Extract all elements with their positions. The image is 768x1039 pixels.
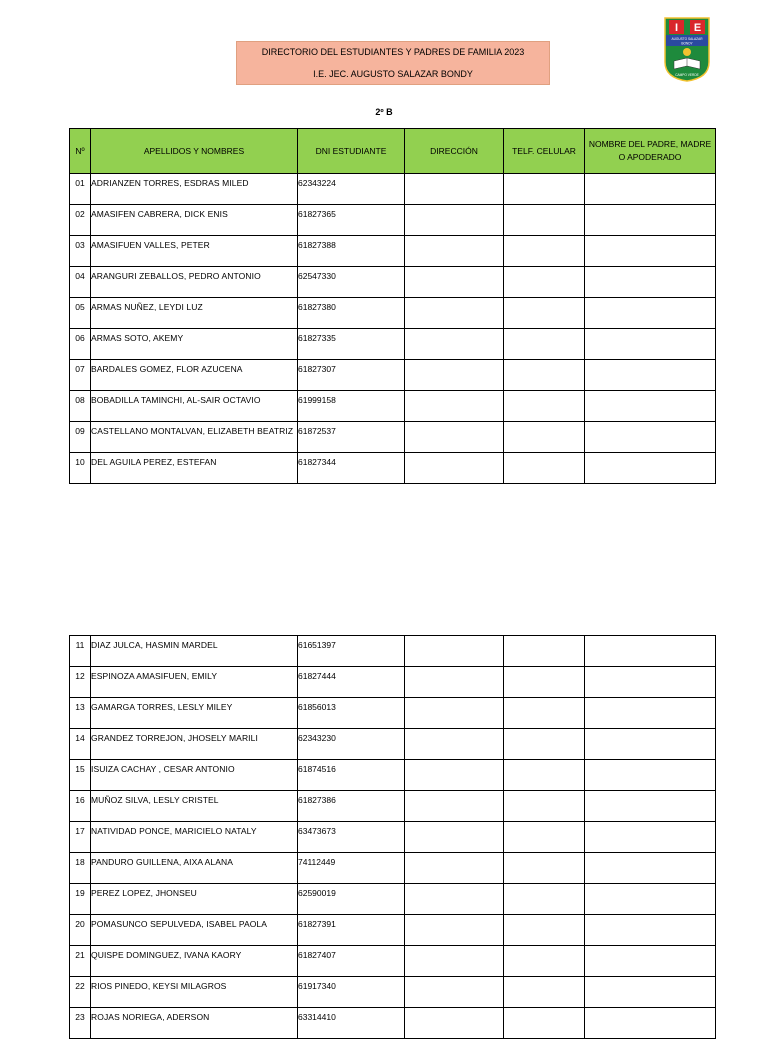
row-number: 19: [70, 884, 91, 915]
svg-text:E: E: [693, 22, 702, 34]
header-number: Nº: [70, 129, 91, 174]
table-row: [70, 729, 716, 760]
document-title-box: [236, 41, 550, 85]
student-name: CASTELLANO MONTALVAN, ELIZABETH BEATRIZ: [91, 422, 298, 453]
phone-cell: [504, 667, 585, 698]
table-row: [70, 391, 716, 422]
header-address: DIRECCIÓN: [405, 129, 504, 174]
row-number: 23: [70, 1008, 91, 1039]
phone-cell: [504, 977, 585, 1008]
table-row: [70, 174, 716, 205]
address-cell: [405, 822, 504, 853]
student-dni: 61827307: [298, 360, 405, 391]
phone-cell: [504, 174, 585, 205]
student-dni: 61874516: [298, 760, 405, 791]
table-row: [70, 946, 716, 977]
guardian-cell: [585, 453, 716, 484]
student-dni: 62547330: [298, 267, 405, 298]
guardian-cell: [585, 977, 716, 1008]
phone-cell: [504, 329, 585, 360]
table-row: [70, 636, 716, 667]
phone-cell: [504, 791, 585, 822]
table-row: [70, 329, 716, 360]
student-name: ARANGURI ZEBALLOS, PEDRO ANTONIO: [91, 267, 298, 298]
table-row: [70, 205, 716, 236]
table-row: [70, 1008, 716, 1039]
table-row: [70, 822, 716, 853]
student-name: PANDURO GUILLENA, AIXA ALANA: [91, 853, 298, 884]
student-dni: 61827380: [298, 298, 405, 329]
student-dni: 61856013: [298, 698, 405, 729]
address-cell: [405, 884, 504, 915]
student-name: NATIVIDAD PONCE, MARICIELO NATALY: [91, 822, 298, 853]
student-dni: 74112449: [298, 853, 405, 884]
phone-cell: [504, 236, 585, 267]
student-name: GRANDEZ TORREJON, JHOSELY MARILI: [91, 729, 298, 760]
student-dni: 61917340: [298, 977, 405, 1008]
address-cell: [405, 360, 504, 391]
student-name: MUÑOZ SILVA, LESLY CRISTEL: [91, 791, 298, 822]
address-cell: [405, 791, 504, 822]
student-name: ARMAS SOTO, AKEMY: [91, 329, 298, 360]
address-cell: [405, 1008, 504, 1039]
phone-cell: [504, 422, 585, 453]
header-name: APELLIDOS Y NOMBRES: [91, 129, 298, 174]
guardian-cell: [585, 667, 716, 698]
guardian-cell: [585, 915, 716, 946]
address-cell: [405, 760, 504, 791]
guardian-cell: [585, 853, 716, 884]
section-label: 2º B: [375, 107, 393, 117]
guardian-cell: [585, 360, 716, 391]
table-row: [70, 267, 716, 298]
table-row: [70, 884, 716, 915]
row-number: 07: [70, 360, 91, 391]
guardian-cell: [585, 729, 716, 760]
row-number: 18: [70, 853, 91, 884]
guardian-cell: [585, 267, 716, 298]
table-row: [70, 360, 716, 391]
row-number: 14: [70, 729, 91, 760]
phone-cell: [504, 698, 585, 729]
student-dni: 61872537: [298, 422, 405, 453]
student-dni: 62343224: [298, 174, 405, 205]
table-row: [70, 453, 716, 484]
address-cell: [405, 729, 504, 760]
student-name: ISUIZA CACHAY , CESAR ANTONIO: [91, 760, 298, 791]
address-cell: [405, 205, 504, 236]
row-number: 13: [70, 698, 91, 729]
guardian-cell: [585, 422, 716, 453]
guardian-cell: [585, 822, 716, 853]
row-number: 09: [70, 422, 91, 453]
header-phone: TELF. CELULAR: [504, 129, 585, 174]
student-dni: 61827444: [298, 667, 405, 698]
header-dni: DNI ESTUDIANTE: [298, 129, 405, 174]
student-name: BARDALES GOMEZ, FLOR AZUCENA: [91, 360, 298, 391]
guardian-cell: [585, 760, 716, 791]
guardian-cell: [585, 329, 716, 360]
student-name: GAMARGA TORRES, LESLY MILEY: [91, 698, 298, 729]
phone-cell: [504, 760, 585, 791]
table-row: [70, 698, 716, 729]
phone-cell: [504, 822, 585, 853]
directory-table-page1: [69, 128, 716, 484]
row-number: 20: [70, 915, 91, 946]
guardian-cell: [585, 298, 716, 329]
row-number: 04: [70, 267, 91, 298]
guardian-cell: [585, 391, 716, 422]
student-dni: 62590019: [298, 884, 405, 915]
phone-cell: [504, 946, 585, 977]
address-cell: [405, 977, 504, 1008]
address-cell: [405, 391, 504, 422]
svg-text:AUGUSTO SALAZAR: AUGUSTO SALAZAR: [671, 37, 703, 41]
row-number: 08: [70, 391, 91, 422]
header-guardian: NOMBRE DEL PADRE, MADRE O APODERADO: [585, 129, 716, 174]
student-dni: 63473673: [298, 822, 405, 853]
address-cell: [405, 174, 504, 205]
svg-text:I: I: [674, 22, 679, 34]
student-dni: 61827335: [298, 329, 405, 360]
student-name: DEL AGUILA PEREZ, ESTEFAN: [91, 453, 298, 484]
guardian-cell: [585, 946, 716, 977]
table-header-row: [70, 129, 716, 174]
address-cell: [405, 267, 504, 298]
guardian-cell: [585, 884, 716, 915]
address-cell: [405, 636, 504, 667]
address-cell: [405, 667, 504, 698]
student-name: ARMAS NUÑEZ, LEYDI LUZ: [91, 298, 298, 329]
address-cell: [405, 236, 504, 267]
address-cell: [405, 698, 504, 729]
table-row: [70, 977, 716, 1008]
row-number: 10: [70, 453, 91, 484]
student-dni: 61827344: [298, 453, 405, 484]
student-dni: 61827386: [298, 791, 405, 822]
document-title: DIRECTORIO DEL ESTUDIANTES Y PADRES DE FAMILIA 2023: [261, 47, 525, 57]
student-name: PEREZ LOPEZ, JHONSEU: [91, 884, 298, 915]
address-cell: [405, 853, 504, 884]
guardian-cell: [585, 1008, 716, 1039]
student-name: RIOS PINEDO, KEYSI MILAGROS: [91, 977, 298, 1008]
school-name: I.E. JEC. AUGUSTO SALAZAR BONDY: [313, 69, 473, 79]
guardian-cell: [585, 791, 716, 822]
table-row: [70, 298, 716, 329]
address-cell: [405, 946, 504, 977]
row-number: 11: [70, 636, 91, 667]
table-row: [70, 422, 716, 453]
row-number: 22: [70, 977, 91, 1008]
address-cell: [405, 422, 504, 453]
table-row: [70, 915, 716, 946]
svg-text:CAMPO VERDE: CAMPO VERDE: [675, 73, 699, 77]
phone-cell: [504, 1008, 585, 1039]
phone-cell: [504, 636, 585, 667]
svg-text:BONDY: BONDY: [681, 41, 693, 46]
student-name: AMASIFUEN VALLES, PETER: [91, 236, 298, 267]
student-name: BOBADILLA TAMINCHI, AL-SAIR OCTAVIO: [91, 391, 298, 422]
student-name: QUISPE DOMINGUEZ, IVANA KAORY: [91, 946, 298, 977]
address-cell: [405, 329, 504, 360]
row-number: 03: [70, 236, 91, 267]
student-dni: 61827365: [298, 205, 405, 236]
row-number: 21: [70, 946, 91, 977]
student-dni: 61999158: [298, 391, 405, 422]
table-row: [70, 760, 716, 791]
directory-table-page2: [69, 635, 716, 1039]
phone-cell: [504, 360, 585, 391]
phone-cell: [504, 853, 585, 884]
guardian-cell: [585, 205, 716, 236]
phone-cell: [504, 915, 585, 946]
student-name: DIAZ JULCA, HASMIN MARDEL: [91, 636, 298, 667]
phone-cell: [504, 884, 585, 915]
row-number: 17: [70, 822, 91, 853]
table-row: [70, 667, 716, 698]
row-number: 05: [70, 298, 91, 329]
row-number: 16: [70, 791, 91, 822]
student-dni: 61827407: [298, 946, 405, 977]
guardian-cell: [585, 236, 716, 267]
phone-cell: [504, 298, 585, 329]
phone-cell: [504, 267, 585, 298]
address-cell: [405, 915, 504, 946]
guardian-cell: [585, 636, 716, 667]
student-name: AMASIFEN CABRERA, DICK ENIS: [91, 205, 298, 236]
row-number: 06: [70, 329, 91, 360]
student-dni: 63314410: [298, 1008, 405, 1039]
student-dni: 61651397: [298, 636, 405, 667]
student-name: POMASUNCO SEPULVEDA, ISABEL PAOLA: [91, 915, 298, 946]
phone-cell: [504, 205, 585, 236]
row-number: 15: [70, 760, 91, 791]
guardian-cell: [585, 174, 716, 205]
student-name: ESPINOZA AMASIFUEN, EMILY: [91, 667, 298, 698]
table-row: [70, 791, 716, 822]
student-name: ADRIANZEN TORRES, ESDRAS MILED: [91, 174, 298, 205]
address-cell: [405, 453, 504, 484]
phone-cell: [504, 391, 585, 422]
row-number: 12: [70, 667, 91, 698]
phone-cell: [504, 453, 585, 484]
student-dni: 61827388: [298, 236, 405, 267]
table-row: [70, 853, 716, 884]
row-number: 02: [70, 205, 91, 236]
row-number: 01: [70, 174, 91, 205]
phone-cell: [504, 729, 585, 760]
student-dni: 62343230: [298, 729, 405, 760]
table-row: [70, 236, 716, 267]
address-cell: [405, 298, 504, 329]
school-logo: [664, 16, 710, 82]
student-dni: 61827391: [298, 915, 405, 946]
guardian-cell: [585, 698, 716, 729]
student-name: ROJAS NORIEGA, ADERSON: [91, 1008, 298, 1039]
